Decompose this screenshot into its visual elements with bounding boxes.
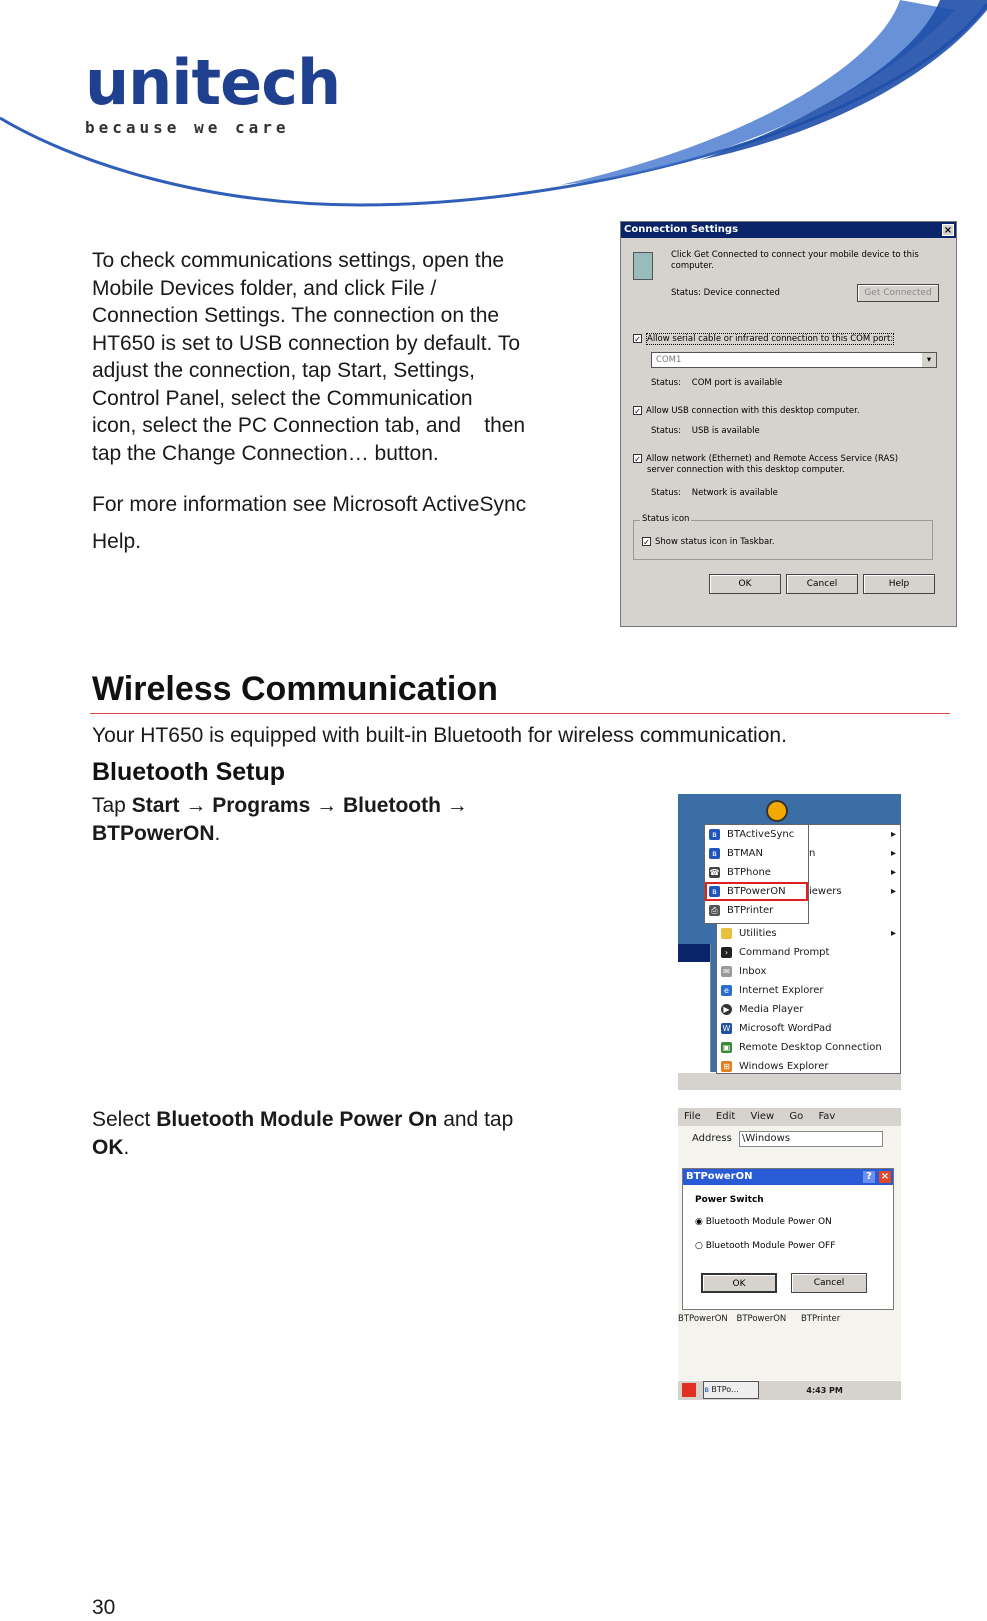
- btpoweron-titlebar: [683, 1169, 893, 1185]
- status-icon-group: [633, 514, 933, 560]
- close-icon[interactable]: ×: [943, 225, 953, 236]
- intro-line: tap the Change Connection… button.: [92, 441, 439, 465]
- menu-item-utilities[interactable]: [717, 924, 900, 943]
- menu-item-label: Command Prompt: [739, 947, 830, 958]
- menu-item-label: BTPowerON: [727, 886, 786, 897]
- intro-line: Mobile Devices folder, and click File /: [92, 276, 437, 300]
- taskbar-clock: 4:43 PM: [806, 1386, 843, 1395]
- menu-item-btman[interactable]: [705, 844, 808, 863]
- intro-line: HT650 is set to USB connection by default. To: [92, 331, 521, 355]
- menu-item-label: Internet Explorer: [739, 985, 824, 996]
- ok-button[interactable]: OK: [709, 574, 781, 594]
- power-on-radio-row[interactable]: [695, 1217, 832, 1227]
- allow-serial-label: Allow serial cable or infrared connection to this COM port:: [647, 334, 894, 344]
- radio-empty-icon[interactable]: ○: [695, 1241, 703, 1251]
- command-prompt-icon: ›: [721, 947, 732, 958]
- step2-module: Bluetooth Module Power On: [156, 1108, 438, 1131]
- btpoweron-dialog: [682, 1168, 894, 1310]
- menu-partial-label: n: [809, 848, 816, 859]
- help-icon[interactable]: ?: [863, 1171, 875, 1183]
- help-button[interactable]: Help: [863, 574, 935, 594]
- menu-item-label: Media Player: [739, 1004, 804, 1015]
- step1-text: [92, 792, 562, 847]
- menu-item-btprinter[interactable]: [705, 901, 808, 920]
- step2-ok: OK: [92, 1135, 124, 1159]
- menu-item-label: Microsoft WordPad: [739, 1023, 832, 1034]
- allow-network-label-2: server connection with this desktop computer.: [647, 465, 845, 475]
- wordpad-icon: W: [722, 1024, 731, 1033]
- cancel-button[interactable]: Cancel: [786, 574, 858, 594]
- usb-checkbox[interactable]: ✓: [634, 407, 641, 416]
- menu-item-label: Utilities: [739, 928, 777, 939]
- menu-favorites[interactable]: Fav: [818, 1111, 836, 1122]
- menu-item-internet-explorer[interactable]: [717, 981, 900, 1000]
- dialog-intro: Click Get Connected to connect your mobile device to this computer.: [671, 250, 919, 271]
- chevron-down-icon[interactable]: ▾: [922, 353, 936, 367]
- media-player-icon: ▶: [721, 1004, 732, 1015]
- folder-icon: [721, 928, 732, 939]
- menu-item-btactivesync[interactable]: [705, 825, 808, 844]
- chevron-right-icon: ▸: [890, 829, 896, 840]
- arrow: →: [179, 794, 213, 817]
- bluetooth-icon: ʙ: [709, 848, 720, 859]
- heading-rule: [90, 713, 950, 714]
- intro-line: To check communications settings, open the: [92, 249, 505, 272]
- status-com: Status: COM port is available: [651, 378, 783, 388]
- dialog-title: Connection Settings: [624, 224, 739, 235]
- menu-item-btphone[interactable]: [705, 863, 808, 882]
- section-heading: Wireless Communication: [92, 670, 498, 708]
- bluetooth-icon: ʙ: [709, 886, 720, 897]
- intro-paragraph: [92, 247, 612, 467]
- file-label[interactable]: BTPowerON: [736, 1314, 787, 1324]
- step1-tap: Tap: [92, 794, 132, 817]
- allow-network-row[interactable]: [633, 454, 898, 476]
- desktop-left-strip: [678, 944, 711, 1072]
- arrow: →: [440, 794, 474, 817]
- phone-icon: ☎: [709, 868, 720, 877]
- intro-line: icon, select the PC Connection tab, and then: [92, 414, 526, 437]
- page-number: 30: [92, 1596, 116, 1619]
- more-info-line: For more information see Microsoft ActiveSync: [92, 493, 527, 516]
- allow-serial-row[interactable]: [633, 334, 894, 344]
- inbox-icon: ✉: [721, 966, 732, 977]
- address-input[interactable]: \Windows: [739, 1131, 883, 1147]
- show-status-checkbox[interactable]: ✓: [643, 538, 650, 547]
- subsection-heading: Bluetooth Setup: [92, 758, 286, 786]
- period: .: [123, 1135, 130, 1159]
- intro-line: Connection Settings. The connection on the: [92, 304, 500, 327]
- menu-view[interactable]: View: [750, 1111, 775, 1122]
- file-labels: [678, 1314, 840, 1324]
- file-label[interactable]: BTPrinter: [800, 1314, 841, 1324]
- menu-item-label: Windows Explorer: [739, 1061, 829, 1072]
- logo-wordmark: unitech: [85, 46, 341, 119]
- menu-partial-label: iewers: [809, 886, 842, 897]
- device-icon: [633, 252, 653, 280]
- menu-item-wordpad[interactable]: [717, 1019, 900, 1038]
- step1-programs: Programs: [212, 794, 311, 817]
- bluetooth-icon: ʙ: [704, 1385, 709, 1394]
- menu-item-windows-explorer[interactable]: [717, 1057, 900, 1076]
- period: .: [214, 821, 221, 845]
- windows-explorer-icon: ⊞: [721, 1061, 732, 1072]
- menu-partial-row: [809, 844, 900, 863]
- remote-desktop-icon: ▣: [722, 1043, 731, 1052]
- bluetooth-icon: ʙ: [709, 829, 720, 840]
- allow-usb-row[interactable]: [633, 406, 860, 416]
- chevron-right-icon: ▸: [890, 848, 896, 859]
- connection-settings-dialog: [620, 221, 957, 627]
- com-port-select[interactable]: [651, 352, 937, 368]
- menu-item-media-player[interactable]: [717, 1000, 900, 1019]
- menu-partial-row: [809, 882, 900, 901]
- logo: [85, 46, 341, 137]
- menu-bar: [678, 1108, 901, 1126]
- btpoweron-ok-button[interactable]: OK: [701, 1273, 777, 1293]
- menu-arrow-row: [809, 825, 900, 844]
- menu-go[interactable]: Go: [789, 1111, 804, 1122]
- get-connected-button[interactable]: Get Connected: [857, 284, 939, 302]
- file-label[interactable]: BTPowerON: [678, 1314, 728, 1324]
- radio-selected-icon[interactable]: ◉: [695, 1217, 703, 1227]
- menu-item-label: BTPhone: [727, 867, 771, 878]
- status-device: Status: Device connected: [671, 288, 780, 298]
- menu-item-label: BTActiveSync: [727, 829, 795, 840]
- step1-bluetooth: Bluetooth: [342, 794, 441, 817]
- step1-start: Start: [131, 794, 180, 817]
- address-bar: [678, 1130, 901, 1148]
- menu-edit[interactable]: Edit: [715, 1111, 736, 1122]
- programs-submenu: [716, 924, 901, 1074]
- printer-icon: ⎙: [709, 905, 720, 916]
- step1-btpoweron: BTPowerON: [92, 821, 215, 845]
- btpoweron-screenshot: [678, 1108, 901, 1400]
- internet-explorer-icon: e: [721, 985, 732, 996]
- menu-arrow-row: [809, 863, 900, 882]
- step2-select: Select: [92, 1108, 157, 1131]
- status-icon-group-label: Status icon: [642, 514, 690, 524]
- programs-highlight: [678, 944, 710, 962]
- dialog-titlebar: [621, 222, 956, 238]
- menu-item-label: Inbox: [739, 966, 767, 977]
- intro-line: Control Panel, select the Communication: [92, 386, 473, 410]
- media-player-icon: [766, 800, 788, 822]
- chevron-right-icon: ▸: [890, 886, 896, 897]
- power-on-label: Bluetooth Module Power ON: [705, 1217, 832, 1227]
- bluetooth-submenu: [704, 824, 809, 924]
- status-usb: Status: USB is available: [651, 426, 760, 436]
- taskbar: [678, 1380, 901, 1400]
- start-icon[interactable]: [682, 1383, 696, 1397]
- allow-usb-label: Allow USB connection with this desktop computer.: [646, 406, 860, 416]
- step2-text: [92, 1106, 602, 1161]
- chevron-right-icon: ▸: [890, 867, 896, 878]
- menu-item-label: BTMAN: [727, 848, 763, 859]
- wireless-intro: Your HT650 is equipped with built-in Bluetooth for wireless communication.: [92, 724, 787, 747]
- menu-item-inbox[interactable]: [717, 962, 900, 981]
- power-switch-label: Power Switch: [695, 1195, 764, 1205]
- power-off-radio-row[interactable]: [695, 1241, 835, 1251]
- menu-file[interactable]: File: [684, 1111, 701, 1122]
- status-network: Status: Network is available: [651, 488, 778, 498]
- menu-item-label: Remote Desktop Connection: [739, 1042, 882, 1053]
- show-status-row[interactable]: [642, 537, 775, 547]
- btpoweron-title: BTPowerON: [686, 1171, 753, 1182]
- more-info-line: Help.: [92, 530, 142, 553]
- chevron-right-icon: ▸: [890, 928, 896, 939]
- menu-item-btpoweron[interactable]: [705, 882, 808, 901]
- serial-checkbox[interactable]: ✓: [634, 335, 641, 344]
- btpoweron-cancel-button[interactable]: Cancel: [791, 1273, 867, 1293]
- com-value: COM1: [656, 355, 682, 365]
- start-menu-screenshot: [678, 794, 901, 1090]
- menu-item-remote-desktop[interactable]: [717, 1038, 900, 1057]
- taskbar-button[interactable]: [703, 1381, 759, 1399]
- allow-network-label: Allow network (Ethernet) and Remote Access Service (RAS): [646, 454, 899, 464]
- address-label: Address: [692, 1133, 732, 1144]
- power-off-label: Bluetooth Module Power OFF: [705, 1241, 836, 1251]
- menu-item-label: BTPrinter: [727, 905, 774, 916]
- close-icon[interactable]: ×: [880, 1171, 890, 1182]
- show-status-label: Show status icon in Taskbar.: [655, 537, 775, 547]
- intro-line: adjust the connection, tap Start, Settings,: [92, 359, 475, 382]
- logo-tagline: because we care: [85, 118, 290, 137]
- menu-item-command-prompt[interactable]: [717, 943, 900, 962]
- more-info: [92, 486, 526, 560]
- network-checkbox[interactable]: ✓: [634, 455, 641, 464]
- taskbar-label: BTPo...: [711, 1385, 739, 1394]
- step2-and-tap: and tap: [437, 1108, 514, 1131]
- arrow: →: [310, 794, 343, 817]
